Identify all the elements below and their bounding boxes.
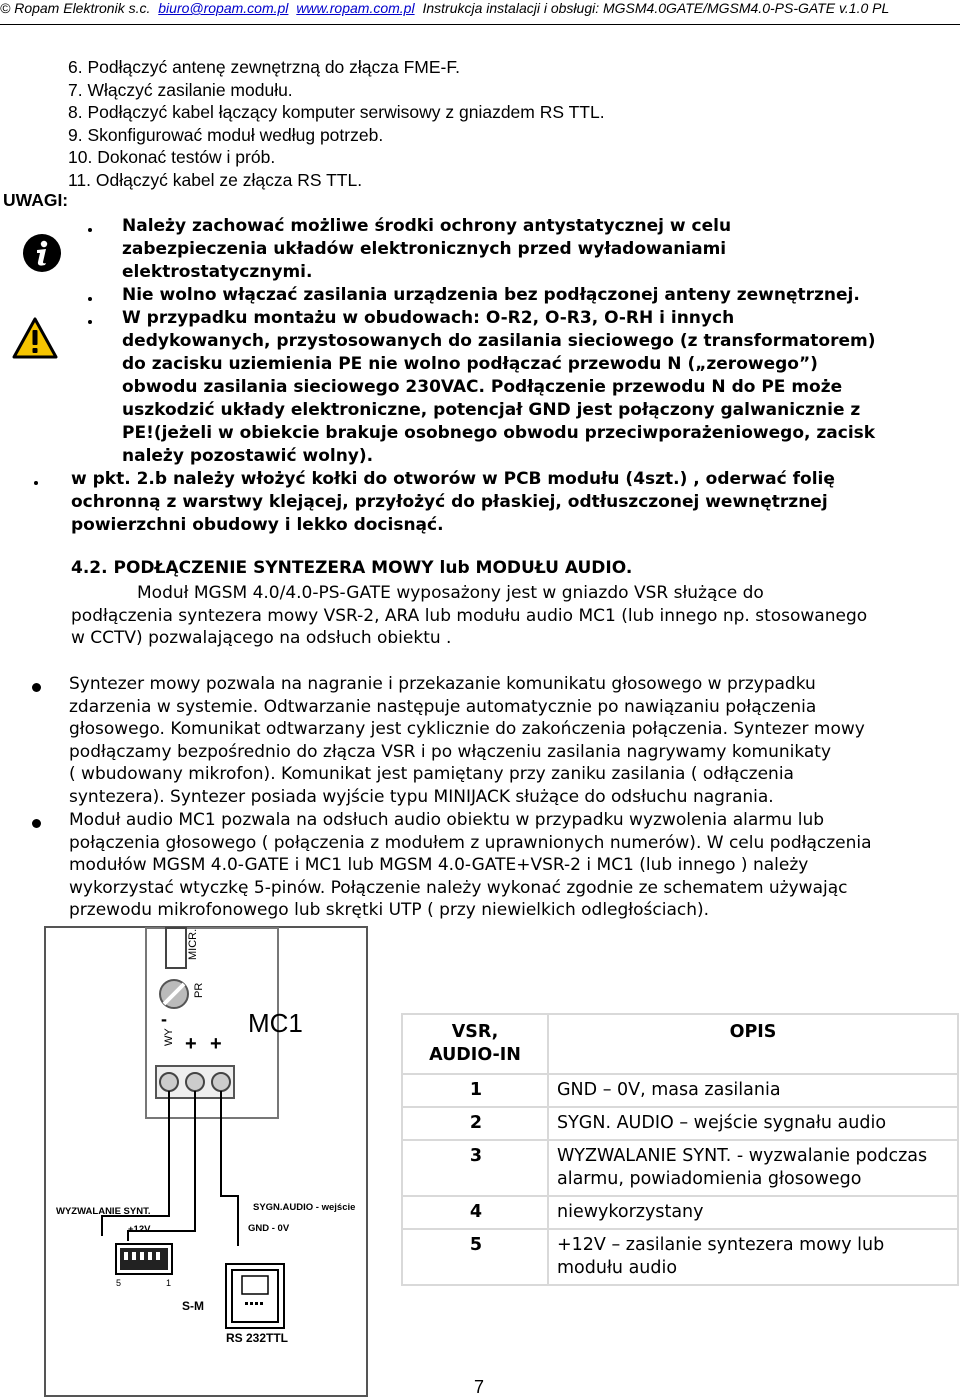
pin1-label: 1: [166, 1278, 172, 1288]
steps-list: [68, 56, 605, 191]
website-link[interactable]: www.ropam.com.pl: [296, 0, 415, 16]
table-row: [402, 1229, 958, 1285]
paragraph-line: zdarzenia w systemie. Odtwarzanie następuje automatycznie po nawiązaniu połączenia: [69, 696, 817, 717]
gnd-label: GND - 0V: [248, 1223, 290, 1234]
audio-signal-label: SYGN.AUDIO - wejście: [253, 1202, 356, 1213]
intro-line: Moduł MGSM 4.0/4.0-PS-GATE wyposażony jest w gniazdo VSR służące do: [137, 583, 764, 603]
minus-label: -: [161, 1009, 167, 1029]
trigger-label: WYZWALANIE SYNT.: [56, 1206, 151, 1217]
step-item: 6. Podłączyć antenę zewnętrzną do złącza FME-F.: [68, 57, 460, 77]
section-heading: 4.2. PODŁĄCZENIE SYNTEZERA MOWY lub MODUŁU AUDIO.: [71, 558, 633, 578]
note-line: elektrostatycznymi.: [122, 262, 313, 282]
note-line: powierzchni obudowy i lekko docisnąć.: [71, 515, 444, 535]
step-item: 9. Skonfigurować moduł według potrzeb.: [68, 124, 384, 145]
pin-description: niewykorzystany: [548, 1196, 958, 1229]
pin-number: 5: [402, 1229, 548, 1285]
note-line: w pkt. 2.b należy włożyć kołki do otworów w PCB modułu (4szt.) , oderwać folię: [71, 469, 835, 489]
table-row: [402, 1074, 958, 1107]
intro-line: podłączenia syntezera mowy VSR-2, ARA lub modułu audio MC1 (lub innego np. stosowanego: [71, 605, 868, 626]
pin-number: 3: [402, 1140, 548, 1196]
intro-line: w CCTV) pozwalającego na odsłuch obiektu .: [71, 628, 452, 648]
mc1-label: MC1: [248, 1008, 303, 1038]
pin-number: 1: [402, 1074, 548, 1107]
bullet-dot: [32, 819, 41, 828]
note-antenna: Nie wolno włączać zasilania urządzenia bez podłączonej anteny zewnętrznej.: [122, 285, 860, 305]
step-item: 7. Włączyć zasilanie modułu.: [68, 79, 293, 100]
mc1-paragraph: [69, 809, 960, 922]
paragraph-line: Moduł audio MC1 pozwala na odsłuch audio obiektu w przypadku wyzwolenia alarmu lub: [69, 810, 825, 830]
note-line: dedykowanych, przystosowanych do zasilania sieciowego (z transformatorem): [122, 331, 876, 351]
pin-description: +12V – zasilanie syntezera mowy lub modułu audio: [548, 1229, 958, 1285]
note-line: uszkodzić układy elektroniczne, potencjał GND jest połączony galwanicznie z: [122, 400, 861, 420]
sm-label: S-M: [182, 1299, 204, 1313]
pr-label: PR: [193, 982, 205, 998]
note-enclosure: [122, 307, 960, 468]
plus-label-2: +: [210, 1033, 222, 1055]
wy-label: WY: [163, 1028, 175, 1046]
bullet-dot: [34, 481, 38, 485]
step-item: 8. Podłączyć kabel łączący komputer serwisowy z gniazdem RS TTL.: [68, 102, 605, 122]
paragraph-line: podłączamy bezpośrednio do złącza VSR i po włączeniu zasilania nagrywamy komunikaty: [69, 741, 832, 762]
col-header-vsr: VSR, AUDIO-IN: [402, 1014, 548, 1074]
note-line: W przypadku montażu w obudowach: O-R2, O-R3, O-RH i innych: [122, 308, 735, 328]
info-icon: [22, 233, 62, 273]
col-header-opis: OPIS: [548, 1014, 958, 1074]
plus12v-label: +12V: [128, 1224, 151, 1235]
document-title: Instrukcja instalacji i obsługi: MGSM4.0GATE/MGSM4.0-PS-GATE v.1.0 PL: [422, 0, 890, 16]
pin-table: [401, 1013, 959, 1286]
paragraph-line: połączenia głosowego ( połączenia z modułem z uprawnionych numerów). W celu podłączenia: [69, 832, 872, 853]
paragraph-line: głosowego. Komunikat odtwarzany jest cyklicznie do zakończenia połączenia. Syntezer mowy: [69, 719, 865, 739]
step-item: 10. Dokonać testów i prób.: [68, 147, 276, 167]
step-item: 11. Odłączyć kabel ze złącza RS TTL.: [68, 169, 363, 190]
page-header: [0, 0, 960, 25]
company-name: © Ropam Elektronik s.c.: [0, 0, 151, 16]
note-line: należy pozostawić wolny).: [122, 446, 374, 466]
bullet-dot: [88, 320, 92, 324]
bullet-dot: [88, 228, 92, 232]
pin-number: 4: [402, 1196, 548, 1229]
note-line: zabezpieczenia układów elektronicznych przed wyładowaniami: [122, 239, 727, 259]
paragraph-line: Syntezer mowy pozwala na nagranie i przekazanie komunikatu głosowego w przypadku: [69, 674, 816, 694]
table-row: [402, 1140, 958, 1196]
table-row: [402, 1107, 958, 1140]
bullet-dot: [32, 683, 41, 692]
warning-icon: [12, 317, 58, 359]
table-header-row: [402, 1014, 958, 1074]
note-line: obwodu zasilania sieciowego 230VAC. Podłączenie przewodu N do PE może: [122, 377, 843, 397]
note-line: ochronną z warstwy klejącej, przyłożyć do płaskiej, odtłuszczonej wewnętrznej: [71, 492, 828, 512]
paragraph-line: syntezera). Syntezer posiada wyjście typu MINIJACK służące do odsłuchu nagrania.: [69, 786, 774, 807]
uwagi-label: UWAGI:: [3, 190, 69, 210]
email-link[interactable]: biuro@ropam.com.pl: [158, 0, 289, 16]
note-line: PE!(jeżeli w obiekcie brakuje osobnego obwodu przeciwporażeniowego, zacisk: [122, 423, 876, 443]
section-intro: [71, 582, 960, 650]
mic-component: [166, 928, 186, 968]
paragraph-line: wykorzystać wtyczkę 5-pinów. Połączenie należy wykonać zgodnie ze schematem używając: [69, 877, 848, 898]
pin-description: WYZWALANIE SYNT. - wyzwalanie podczas alarmu, powiadomienia głosowego: [548, 1140, 958, 1196]
pin-description: SYGN. AUDIO – wejście sygnału audio: [548, 1107, 958, 1140]
pin-description: GND – 0V, masa zasilania: [548, 1074, 958, 1107]
paragraph-line: przewodu mikrofonowego lub skrętki UTP ( przy niewielkich odległościach).: [69, 900, 710, 920]
paragraph-line: ( wbudowany mikrofon). Komunikat jest pamiętany przy zaniku zasilania ( odłączenia: [69, 764, 794, 784]
rs232-label: RS 232TTL: [226, 1331, 289, 1345]
synthesizer-paragraph: [69, 673, 960, 808]
micr-label: MICR.: [187, 928, 199, 960]
note-line: do zacisku uziemienia PE nie wolno podłączać przewodu N („zerowego”): [122, 354, 818, 374]
note-line: Należy zachować możliwe środki ochrony antystatycznej w celu: [122, 216, 732, 236]
paragraph-line: modułów MGSM 4.0-GATE i MC1 lub MGSM 4.0-GATE+VSR-2 i MC1 (lub innego ) należy: [69, 855, 809, 875]
plus-label-1: +: [185, 1033, 197, 1055]
pin-number: 2: [402, 1107, 548, 1140]
note-pcb-pins: [71, 468, 960, 537]
wiring-diagram: [44, 926, 368, 1397]
table-row: [402, 1196, 958, 1229]
note-antistatic: [122, 215, 960, 284]
pin5-label: 5: [116, 1278, 122, 1288]
page-number: 7: [474, 1377, 485, 1397]
bullet-dot: [88, 297, 92, 301]
